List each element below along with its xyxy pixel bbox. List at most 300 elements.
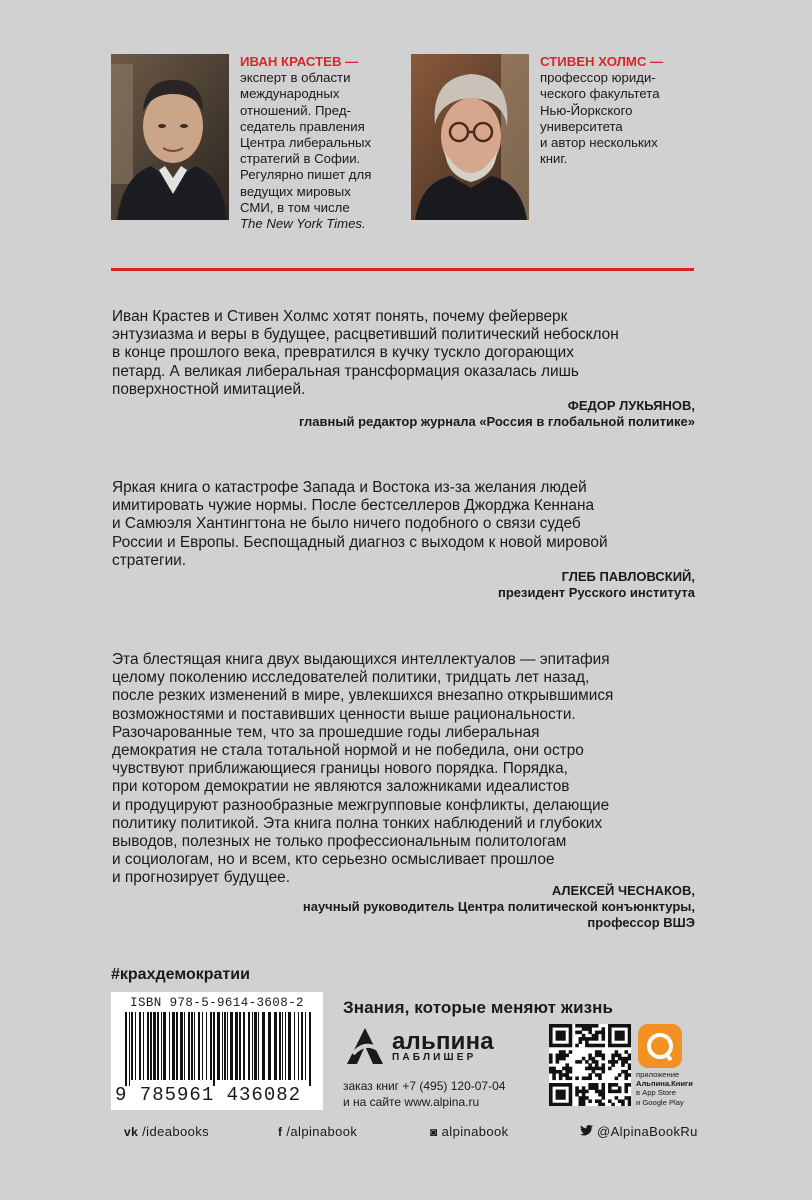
qr-module: [559, 1070, 563, 1074]
author-photo-holmes: [411, 54, 529, 220]
qr-module: [595, 1031, 599, 1035]
qr-module: [608, 1083, 612, 1087]
qr-module: [562, 1073, 566, 1077]
qr-module: [549, 1034, 553, 1038]
qr-module: [615, 1034, 619, 1038]
qr-module: [601, 1090, 605, 1094]
qr-module: [552, 1067, 556, 1071]
qr-module: [556, 1044, 560, 1048]
qr-module: [615, 1037, 619, 1041]
qr-module: [601, 1086, 605, 1090]
qr-module: [628, 1054, 631, 1058]
qr-module: [556, 1060, 560, 1064]
qr-module: [618, 1024, 622, 1028]
barcode-bar: [274, 1012, 277, 1080]
qr-module: [611, 1103, 615, 1106]
qr-module: [628, 1067, 631, 1071]
qr-module: [608, 1067, 612, 1071]
qr-module: [582, 1096, 586, 1100]
qr-module: [624, 1096, 628, 1100]
qr-module: [601, 1027, 605, 1031]
qr-module: [575, 1076, 579, 1080]
qr-module: [588, 1024, 592, 1028]
vk-icon: vk: [124, 1124, 139, 1139]
qr-module: [562, 1090, 566, 1094]
qr-module: [549, 1037, 553, 1041]
social-instagram-text: alpinabook: [441, 1124, 509, 1139]
barcode-bar: [252, 1012, 253, 1080]
barcode-bar: [202, 1012, 203, 1080]
app-line3: в App Store: [636, 1088, 676, 1098]
qr-module: [588, 1027, 592, 1031]
qr-module: [595, 1050, 599, 1054]
qr-module: [608, 1099, 612, 1103]
qr-module: [598, 1067, 602, 1071]
qr-module: [569, 1099, 573, 1103]
barcode-bar: [147, 1012, 149, 1080]
author-bio-italic: The New York Times.: [240, 216, 366, 232]
barcode-bar: [230, 1012, 233, 1080]
qr-module: [559, 1083, 563, 1087]
qr-module: [582, 1099, 586, 1103]
qr-module: [618, 1044, 622, 1048]
alpina-app-icon: [638, 1024, 682, 1068]
qr-module: [618, 1031, 622, 1035]
qr-module: [556, 1096, 560, 1100]
social-vk[interactable]: [124, 1124, 209, 1139]
qr-module: [615, 1076, 619, 1080]
qr-module: [565, 1076, 569, 1080]
qr-module: [615, 1031, 619, 1035]
qr-module: [552, 1044, 556, 1048]
barcode-bar: [227, 1012, 228, 1080]
qr-module: [552, 1024, 556, 1028]
qr-module: [618, 1086, 622, 1090]
qr-module: [559, 1057, 563, 1061]
qr-module: [569, 1070, 573, 1074]
qr-module: [559, 1076, 563, 1080]
qr-module: [628, 1103, 631, 1106]
qr-module: [588, 1073, 592, 1077]
qr-module: [608, 1086, 612, 1090]
qr-module: [628, 1083, 631, 1087]
qr-module: [601, 1044, 605, 1048]
qr-module: [569, 1040, 573, 1044]
qr-module: [621, 1024, 625, 1028]
qr-module: [582, 1093, 586, 1097]
qr-module: [582, 1034, 586, 1038]
qr-module: [552, 1076, 556, 1080]
qr-module: [565, 1070, 569, 1074]
qr-module: [615, 1083, 619, 1087]
qr-module: [559, 1034, 563, 1038]
barcode-bar: [213, 1012, 215, 1086]
qr-module: [565, 1083, 569, 1087]
barcode-bar: [206, 1012, 207, 1080]
barcode-bar: [248, 1012, 250, 1080]
qr-module: [588, 1037, 592, 1041]
barcode-bar: [143, 1012, 144, 1080]
barcode-bar: [198, 1012, 200, 1080]
author-photo-krastev: [111, 54, 229, 220]
qr-module: [624, 1060, 628, 1064]
qr-module: [621, 1037, 625, 1041]
qr-module: [575, 1044, 579, 1048]
qr-module: [569, 1086, 573, 1090]
qr-module: [556, 1031, 560, 1035]
qr-module: [618, 1099, 622, 1103]
qr-module: [556, 1090, 560, 1094]
qr-module: [582, 1076, 586, 1080]
qr-module: [582, 1037, 586, 1041]
qr-module: [582, 1024, 586, 1028]
qr-module: [569, 1024, 573, 1028]
qr-module: [592, 1086, 596, 1090]
qr-module: [628, 1034, 631, 1038]
barcode-bar: [161, 1012, 162, 1080]
author-name-holmes: СТИВЕН ХОЛМС —: [540, 54, 664, 69]
qr-module: [618, 1034, 622, 1038]
qr-module: [556, 1083, 560, 1087]
barcode-bar: [210, 1012, 212, 1080]
qr-module: [595, 1090, 599, 1094]
qr-module: [579, 1037, 583, 1041]
qr-module: [585, 1040, 589, 1044]
qr-module: [588, 1031, 592, 1035]
divider: [111, 268, 694, 271]
social-twitter[interactable]: [580, 1124, 698, 1139]
qr-module: [556, 1037, 560, 1041]
qr-module: [556, 1057, 560, 1061]
qr-module: [608, 1044, 612, 1048]
qr-module: [624, 1076, 628, 1080]
barcode-bar: [150, 1012, 152, 1080]
qr-module: [621, 1031, 625, 1035]
qr-module: [562, 1034, 566, 1038]
author-name-krastev: ИВАН КРАСТЕВ —: [240, 54, 359, 69]
qr-module: [569, 1050, 573, 1054]
qr-module: [608, 1040, 612, 1044]
barcode-bar: [131, 1012, 133, 1080]
qr-module: [624, 1090, 628, 1094]
barcode-bar: [153, 1012, 156, 1080]
qr-module: [601, 1096, 605, 1100]
qr-module: [601, 1067, 605, 1071]
qr-module: [592, 1044, 596, 1048]
author-bio-krastev: [240, 54, 400, 232]
qr-module: [562, 1057, 566, 1061]
qr-module: [565, 1067, 569, 1071]
qr-module: [569, 1083, 573, 1087]
barcode-bar: [243, 1012, 245, 1080]
qr-module: [611, 1057, 615, 1061]
qr-module: [562, 1093, 566, 1097]
qr-module: [562, 1054, 566, 1058]
barcode-bar: [222, 1012, 223, 1080]
app-line4: и Google Play: [636, 1097, 684, 1107]
qr-module: [628, 1027, 631, 1031]
qr-module: [608, 1027, 612, 1031]
qr-module: [621, 1070, 625, 1074]
qr-module: [615, 1044, 619, 1048]
qr-module: [595, 1067, 599, 1071]
qr-module: [598, 1093, 602, 1097]
qr-module: [552, 1073, 556, 1077]
qr-module: [598, 1076, 602, 1080]
barcode-bar: [285, 1012, 286, 1080]
qr-module: [598, 1050, 602, 1054]
qr-module: [611, 1044, 615, 1048]
qr-module: [588, 1044, 592, 1048]
qr-module: [618, 1037, 622, 1041]
qr-module: [608, 1024, 612, 1028]
qr-module: [569, 1037, 573, 1041]
barcode-bar: [262, 1012, 265, 1080]
barcode-bar: [305, 1012, 306, 1080]
qr-module: [582, 1086, 586, 1090]
qr-module: [549, 1083, 553, 1087]
instagram-icon: ◙: [430, 1124, 438, 1139]
qr-module: [592, 1024, 596, 1028]
qr-module: [592, 1083, 596, 1087]
qr-module: [628, 1099, 631, 1103]
qr-module: [579, 1024, 583, 1028]
qr-module: [592, 1060, 596, 1064]
qr-module: [588, 1083, 592, 1087]
barcode: [111, 992, 323, 1110]
qr-module: [592, 1057, 596, 1061]
qr-module: [575, 1060, 579, 1064]
qr-module: [628, 1063, 631, 1067]
qr-module: [549, 1027, 553, 1031]
barcode-bar: [180, 1012, 183, 1080]
qr-module: [549, 1024, 553, 1028]
twitter-icon: [580, 1125, 593, 1139]
qr-module: [552, 1070, 556, 1074]
qr-module: [592, 1070, 596, 1074]
qr-module: [575, 1086, 579, 1090]
barcode-bar: [288, 1012, 291, 1080]
qr-module: [595, 1054, 599, 1058]
review-attribution-pavlovsky: ГЛЕБ ПАВЛОВСКИЙ, президент Русского института: [497, 569, 695, 600]
qr-module: [611, 1083, 615, 1087]
qr-module: [601, 1070, 605, 1074]
qr-module: [585, 1096, 589, 1100]
qr-module: [628, 1096, 631, 1100]
qr-module: [598, 1073, 602, 1077]
qr-module: [575, 1031, 579, 1035]
social-instagram[interactable]: [430, 1124, 509, 1139]
qr-module: [575, 1090, 579, 1094]
qr-module: [585, 1076, 589, 1080]
qr-module: [565, 1063, 569, 1067]
barcode-bar: [191, 1012, 193, 1080]
qr-module: [624, 1044, 628, 1048]
order-site: и на сайте www.alpina.ru: [343, 1095, 480, 1109]
isbn-text: ISBN 978-5-9614-3608-2: [130, 996, 304, 1010]
qr-module: [595, 1086, 599, 1090]
qr-module: [582, 1057, 586, 1061]
qr-module: [559, 1037, 563, 1041]
qr-module: [624, 1050, 628, 1054]
qr-module: [579, 1090, 583, 1094]
qr-module: [569, 1093, 573, 1097]
qr-module: [588, 1086, 592, 1090]
qr-module: [618, 1057, 622, 1061]
qr-module: [549, 1067, 553, 1071]
qr-module: [569, 1034, 573, 1038]
publisher-logo-name: альпина: [392, 1028, 494, 1055]
qr-module: [598, 1054, 602, 1058]
qr-module: [601, 1037, 605, 1041]
social-facebook-text: /alpinabook: [286, 1124, 358, 1139]
qr-module: [601, 1093, 605, 1097]
qr-module: [621, 1063, 625, 1067]
qr-module: [624, 1086, 628, 1090]
qr-module: [565, 1044, 569, 1048]
qr-module: [562, 1103, 566, 1106]
qr-module: [579, 1031, 583, 1035]
barcode-bar: [301, 1012, 303, 1080]
barcode-bar: [184, 1012, 185, 1080]
qr-module: [611, 1024, 615, 1028]
qr-module: [565, 1024, 569, 1028]
qr-module: [615, 1096, 619, 1100]
qr-module: [582, 1103, 586, 1106]
qr-module: [598, 1044, 602, 1048]
app-line1: приложение: [636, 1070, 680, 1079]
qr-module: [585, 1024, 589, 1028]
qr-module: [611, 1054, 615, 1058]
order-info: [343, 1078, 505, 1110]
qr-module: [608, 1031, 612, 1035]
qr-module: [556, 1093, 560, 1097]
barcode-bar: [163, 1012, 166, 1080]
qr-module: [621, 1057, 625, 1061]
hashtag: #крахдемократии: [111, 966, 250, 983]
review-quote-chesnakov: Эта блестящая книга двух выдающихся интеллектуалов — эпитафия целому поколению исследователей политики, тридцать лет назад, после резких изменений в мире, увлекшихся внезапно открывшимися возможностями и поставивших ценности выше рациональности. Разочарованные тем, что за прошедшие годы либеральная демократия не стала тотальной нормой и не победила, они остро чувствуют приближающиеся границы нового порядка. Порядка, при котором демократии не являются заложниками идеалистов и продуцируют разнообразные межгрупповые конфликты, делающие политику политикой. Эта книга полна тонких наблюдений и глубоких выводов, полезных не только профессиональным политологам и социологам, но и всем, кто серьезно осмысливает прошлое и прогнозирует будущее.: [112, 651, 614, 887]
qr-module: [621, 1103, 625, 1106]
qr-module: [628, 1024, 631, 1028]
qr-module: [598, 1099, 602, 1103]
qr-module: [608, 1037, 612, 1041]
qr-module: [552, 1083, 556, 1087]
qr-module: [595, 1099, 599, 1103]
qr-module: [618, 1090, 622, 1094]
qr-module: [569, 1103, 573, 1106]
review-quote-lukyanov: Иван Крастев и Стивен Холмс хотят понять, почему фейерверк энтузиазма и веры в будущее, расцветивший политический небосклон в конце прошлого века, превратился в кучку тускло догорающих петард. А великая либеральная трансформация оказалась лишь поверхностной имитацией.: [112, 308, 619, 398]
social-facebook[interactable]: [278, 1124, 357, 1139]
qr-module: [621, 1044, 625, 1048]
qr-module: [588, 1099, 592, 1103]
qr-module: [592, 1067, 596, 1071]
author-bio-holmes: [540, 54, 700, 167]
qr-module: [549, 1057, 553, 1061]
qr-module: [628, 1037, 631, 1041]
qr-module: [549, 1031, 553, 1035]
barcode-bar: [258, 1012, 259, 1080]
qr-module: [595, 1073, 599, 1077]
qr-module: [579, 1040, 583, 1044]
qr-module: [624, 1057, 628, 1061]
qr-module: [549, 1103, 553, 1106]
app-name: Альпина.Книги: [636, 1079, 693, 1089]
qr-module: [588, 1054, 592, 1058]
qr-module: [588, 1076, 592, 1080]
qr-module: [559, 1096, 563, 1100]
qr-module: [624, 1070, 628, 1074]
qr-module: [618, 1073, 622, 1077]
qr-module: [621, 1060, 625, 1064]
qr-module: [549, 1099, 553, 1103]
qr-module: [601, 1083, 605, 1087]
qr-module: [608, 1090, 612, 1094]
qr-module: [549, 1040, 553, 1044]
qr-module: [588, 1057, 592, 1061]
qr-module: [579, 1096, 583, 1100]
order-phone: заказ книг +7 (495) 120-07-04: [343, 1079, 506, 1093]
social-twitter-text: @AlpinaBookRu: [597, 1124, 698, 1139]
qr-module: [621, 1099, 625, 1103]
qr-module: [549, 1090, 553, 1094]
qr-module: [562, 1096, 566, 1100]
qr-module: [565, 1073, 569, 1077]
qr-module: [615, 1060, 619, 1064]
qr-module: [549, 1070, 553, 1074]
qr-module: [595, 1034, 599, 1038]
qr-module: [575, 1024, 579, 1028]
qr-module: [601, 1057, 605, 1061]
barcode-bar: [169, 1012, 170, 1080]
review-quote-pavlovsky: Яркая книга о катастрофе Запада и Востока из-за желания людей имитировать чужие нормы. После бестселлеров Джорджа Кеннана и Самюэля Хантингтона не было ничего подобного о связи судеб России и Европы. Беспощадный диагноз с выходом к новой мировой стратегии.: [112, 479, 608, 569]
barcode-bar: [135, 1012, 136, 1080]
qr-module: [624, 1083, 628, 1087]
qr-module: [598, 1090, 602, 1094]
qr-module: [565, 1054, 569, 1058]
qr-module: [595, 1044, 599, 1048]
qr-module: [562, 1083, 566, 1087]
barcode-bar: [282, 1012, 283, 1080]
qr-module: [569, 1067, 573, 1071]
qr-module: [615, 1090, 619, 1094]
barcode-bar: [298, 1012, 299, 1080]
qr-module: [595, 1024, 599, 1028]
qr-module: [579, 1060, 583, 1064]
qr-module: [598, 1103, 602, 1106]
barcode-bar: [309, 1012, 311, 1086]
qr-module: [595, 1083, 599, 1087]
qr-module: [585, 1037, 589, 1041]
qr-module: [595, 1037, 599, 1041]
qr-module: [556, 1034, 560, 1038]
barcode-bar: [125, 1012, 127, 1086]
qr-module: [628, 1044, 631, 1048]
qr-code-icon: [549, 1024, 631, 1106]
author-bio-text: эксперт в области международных отношений. Пред- седатель правления Центра либеральных стратегий в Софии. Регулярно пишет для ведущих мировых СМИ, в том числе: [240, 70, 372, 215]
qr-module: [592, 1034, 596, 1038]
qr-module: [585, 1060, 589, 1064]
social-vk-text: /ideabooks: [142, 1124, 210, 1139]
qr-module: [615, 1024, 619, 1028]
qr-module: [585, 1090, 589, 1094]
qr-module: [565, 1103, 569, 1106]
qr-module: [569, 1090, 573, 1094]
barcode-bar: [224, 1012, 226, 1080]
qr-module: [628, 1073, 631, 1077]
qr-module: [595, 1060, 599, 1064]
barcode-bar: [172, 1012, 175, 1080]
qr-module: [562, 1044, 566, 1048]
